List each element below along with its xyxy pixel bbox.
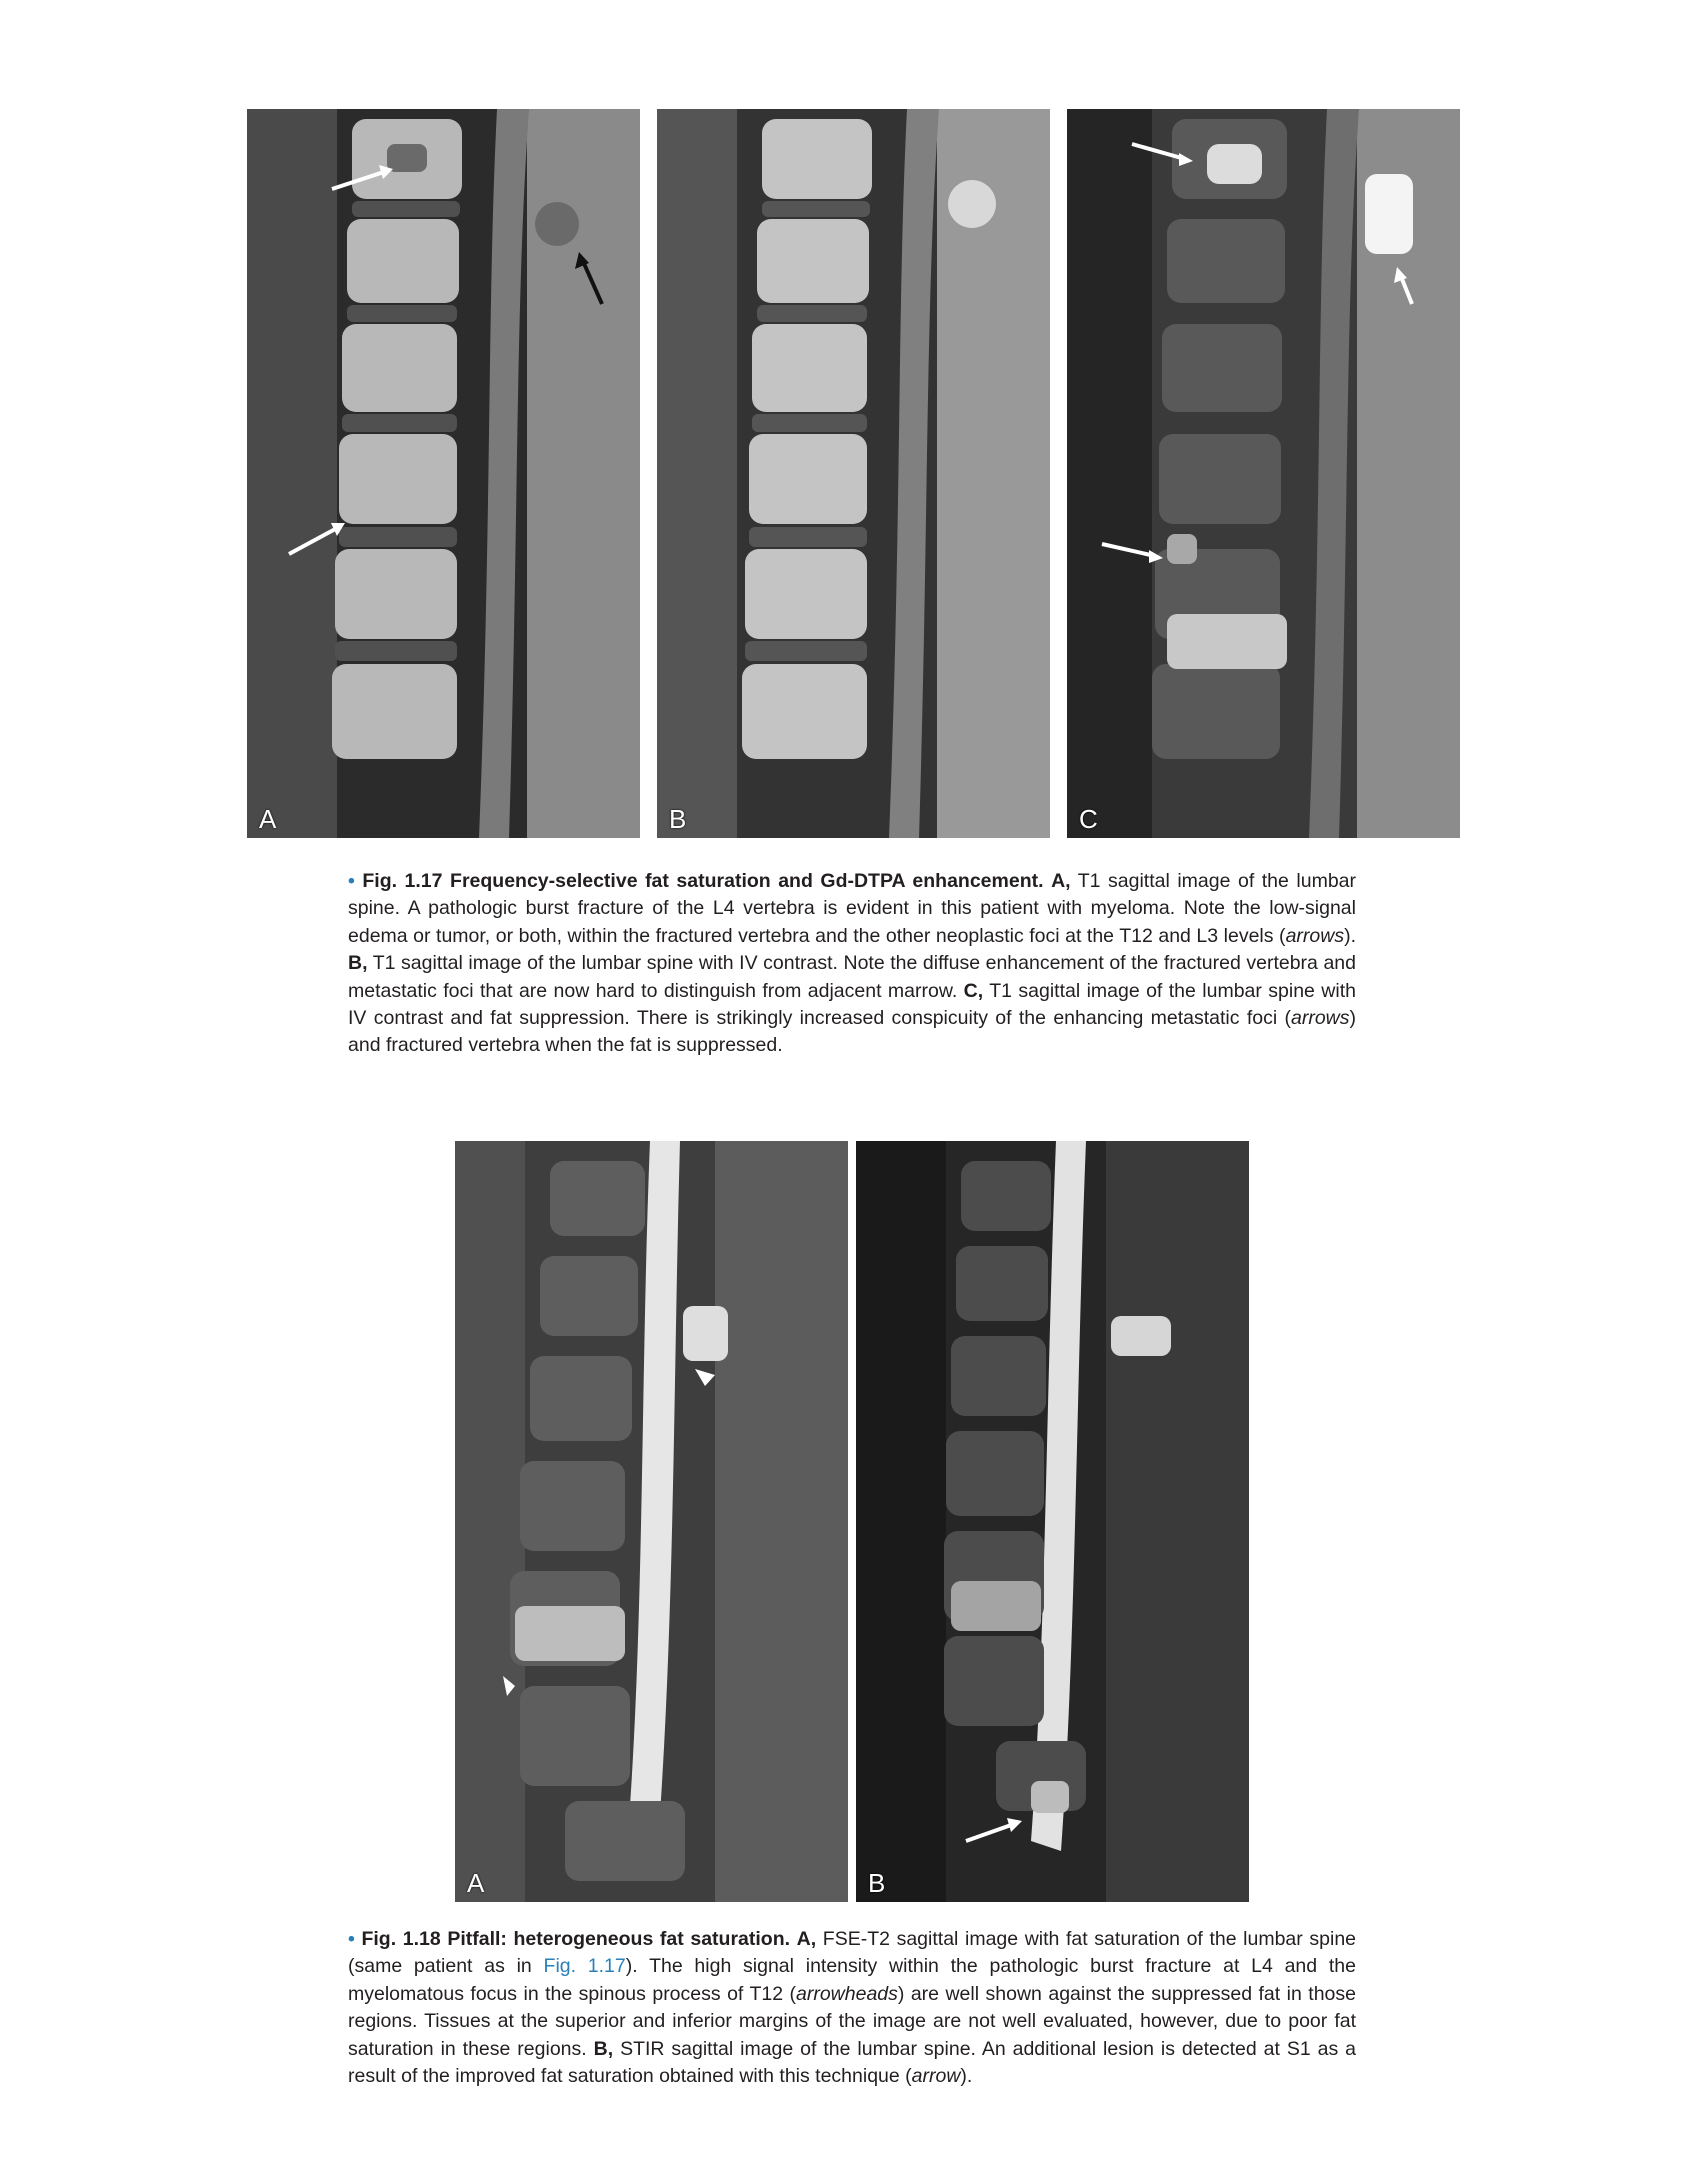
panel-label-a: A <box>467 1868 485 1898</box>
caption-text: T1 sagittal image of the lumbar spine with IV contrast and fat suppression. There is strikingly increased conspicuity of the enhancing metastatic foci ( <box>348 979 1356 1030</box>
figure-1-18-caption <box>348 1926 1356 2090</box>
caption-text: ). The high signal intensity within the pathologic burst fracture at L4 and the myelomatous focus in the spinous process of T12 ( <box>348 1955 1356 2005</box>
mri-fse-t2-fatsat-sagittal-image <box>455 1141 848 1902</box>
caption-text: ) and fractured vertebra when the fat is suppressed. <box>348 1007 1356 1057</box>
part-a-label: A, <box>796 1928 817 1950</box>
part-c-label: C, <box>963 979 984 1002</box>
panel-label-c: C <box>1079 804 1098 834</box>
caption-text: T1 sagittal image of the lumbar spine with IV contrast. Note the diffuse enhancement of the fractured vertebra and metastatic foci that are now hard to distinguish from adjacent marrow. <box>348 952 1356 1002</box>
caption-italic: arrows <box>1285 924 1345 947</box>
figure-1-17-caption <box>348 868 1356 1060</box>
caption-bullet: • <box>348 870 355 892</box>
fig-1-18-panel-b-image <box>856 1141 1249 1902</box>
part-b-label: B, <box>593 2037 614 2060</box>
part-a-label: A, <box>1051 870 1071 892</box>
mri-t1-contrast-sagittal-image <box>657 109 1050 838</box>
panel-label-b: B <box>868 1868 886 1898</box>
panel-label-a: A <box>259 804 277 834</box>
figure-title: Frequency-selective fat saturation and Gd-DTPA enhancement. <box>450 870 1044 892</box>
part-b-label: B, <box>348 952 368 975</box>
fig-1-17-panel-b-image <box>657 109 1050 838</box>
caption-italic: arrow <box>911 2065 961 2088</box>
caption-italic: arrowheads <box>796 1982 898 2005</box>
mri-stir-sagittal-image <box>856 1141 1249 1902</box>
figure-title: Pitfall: heterogeneous fat saturation. <box>447 1928 791 1950</box>
caption-text: ) are well shown against the suppressed fat in those regions. Tissues at the superior and inferior margins of the image are not well evaluated, however, due to poor fat saturation in these regions. <box>348 1982 1356 2060</box>
caption-text: STIR sagittal image of the lumbar spine. An additional lesion is detected at S1 as a result of the improved fat saturation obtained with this technique ( <box>348 2037 1356 2088</box>
caption-text: ). <box>960 2065 973 2088</box>
figure-label: Fig. 1.18 <box>361 1928 441 1950</box>
figure-label: Fig. 1.17 <box>362 870 443 892</box>
caption-italic: arrows <box>1290 1007 1350 1030</box>
fig-1-18-panel-a-image <box>455 1141 848 1902</box>
figure-cross-reference-link[interactable]: Fig. 1.17 <box>543 1955 626 1978</box>
caption-text: FSE-T2 sagittal image with fat saturation of the lumbar spine (same patient as in <box>348 1928 1357 1978</box>
mri-t1-sagittal-image <box>247 109 640 838</box>
mri-t1-fatsat-sagittal-image <box>1067 109 1460 838</box>
fig-1-17-panel-a-image <box>247 109 640 838</box>
caption-text: ). <box>1344 924 1356 947</box>
caption-bullet: • <box>348 1928 355 1950</box>
fig-1-17-panel-c-image <box>1067 109 1460 838</box>
panel-label-b: B <box>669 804 687 834</box>
caption-text: T1 sagittal image of the lumbar spine. A pathologic burst fracture of the L4 vertebra is evident in this patient with myeloma. Note the low-signal edema or tumor, or both, within the fractured vertebra and the other neoplastic foci at the T12 and L3 levels ( <box>348 870 1357 947</box>
